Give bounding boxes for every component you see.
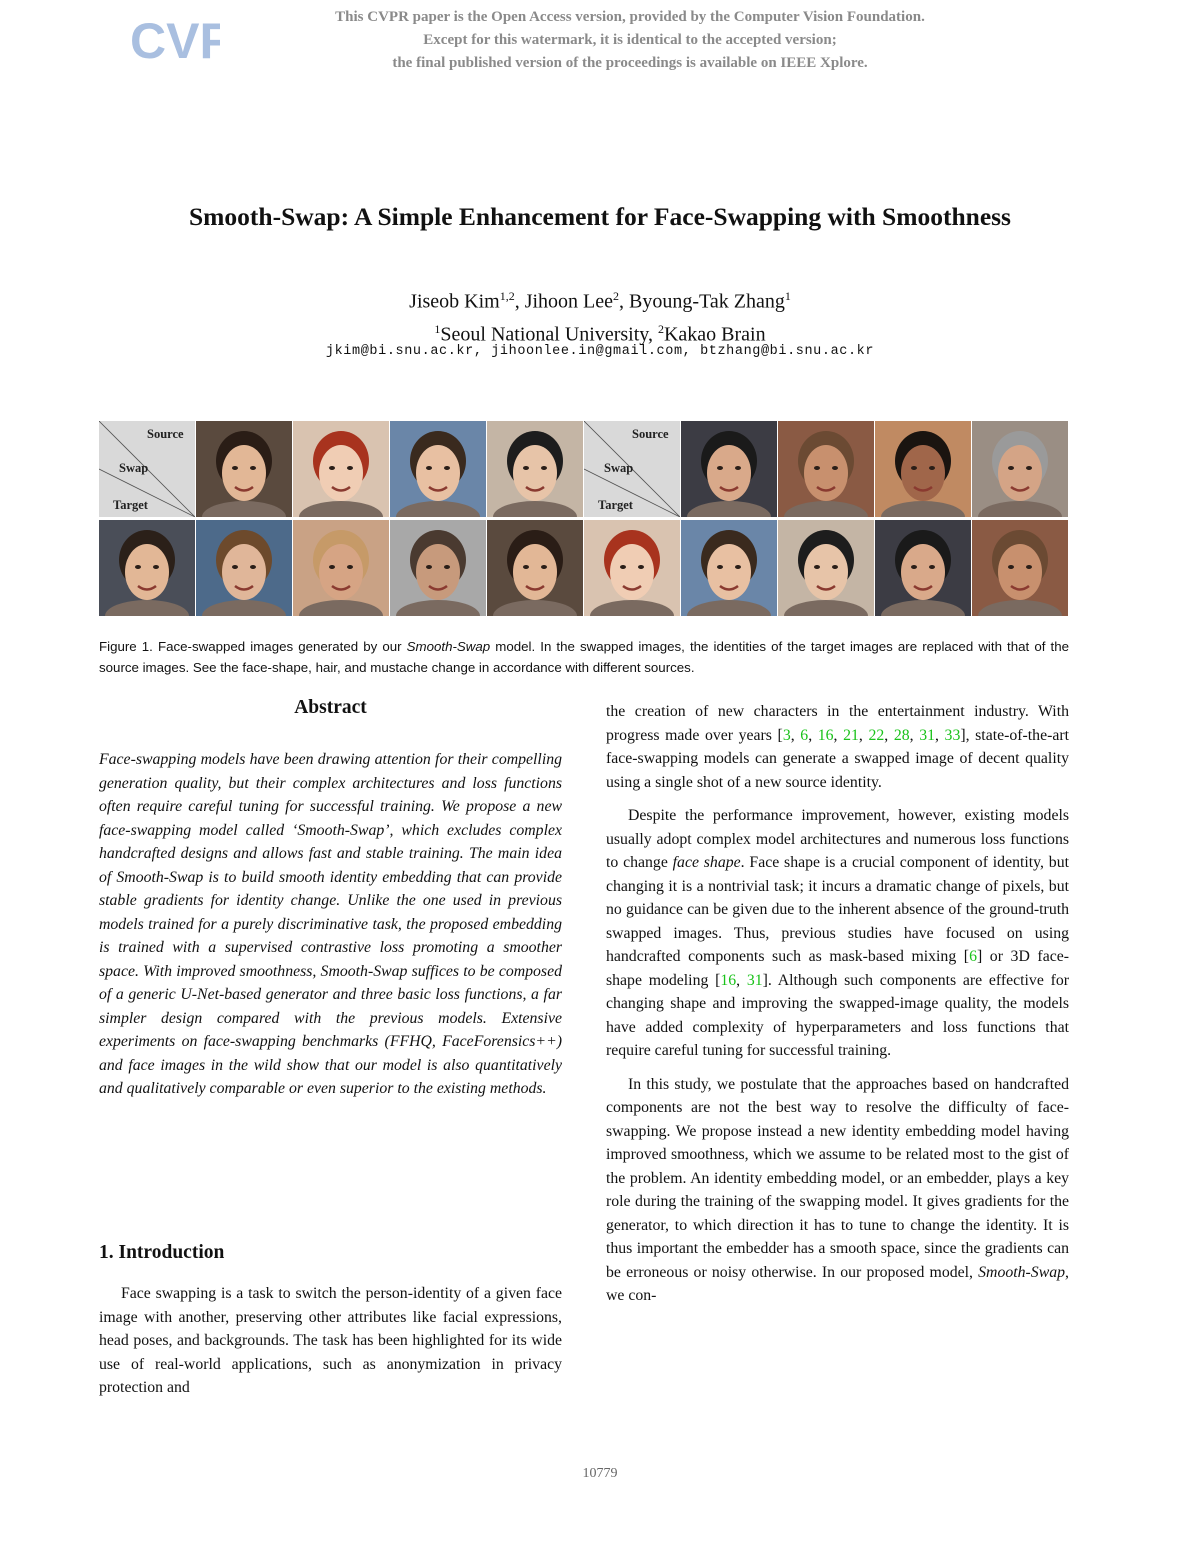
affiliations: $^1$Seoul National University, $^2$Kakao Brain <box>434 321 766 346</box>
paper-title: Smooth-Swap: A Simple Enhancement for Face-Swapping with Smoothness <box>188 202 1011 231</box>
paragraph: In this study, we postulate that the approaches based on handcrafted components are not the best way to resolve the difficulty of face-swapping. We propose instead a new identity embedding model having improved smoothness, which we assume to be related most to the gist of the problem. An identity embedding model, or an embedder, plays a key role during the training of the swapping model. It gives gradients for the generator, to which direction it has to tune to change the identity. It is thus important the embedder has a smooth space, since the gradients can be erroneous or noisy otherwise. In our proposed model, Smooth-Swap, we con- <box>606 1075 1069 1304</box>
watermark-line: This CVPR paper is the Open Access version, provided by the Computer Vision Foundation. <box>335 9 925 25</box>
citation-link[interactable]: 28 <box>893 726 910 744</box>
author-name: Jiseob Kim <box>409 290 500 313</box>
face-image <box>972 520 1068 616</box>
citation-link[interactable]: 3 <box>782 726 791 744</box>
model-name: Smooth-Swap <box>406 639 491 654</box>
face-image <box>778 421 874 517</box>
author-block <box>0 283 1200 348</box>
figure-corner-label-cell <box>99 421 195 517</box>
face-image <box>99 520 195 616</box>
figure-1 <box>99 421 1069 617</box>
corner-label-swap: Swap <box>119 461 149 475</box>
author-emails: jkim@bi.snu.ac.kr, jihoonlee.in@gmail.com, btzhang@bi.snu.ac.kr <box>325 344 875 359</box>
face-image <box>390 520 486 616</box>
citation-link[interactable]: 33 <box>944 726 961 744</box>
face-image <box>875 520 971 616</box>
corner-label-source: Source <box>147 427 184 441</box>
paragraph: the creation of new characters in the entertainment industry. With progress made over years [3, 6, 16, 21, 22, 28, 31, 33], state-of-the-art face-swapping models can generate a swapped image of decent quality using a single shot of a new source identity. <box>606 703 1070 791</box>
section-heading-introduction: 1. Introduction <box>99 1242 225 1263</box>
citation-link[interactable]: 22 <box>868 726 885 744</box>
paragraph: Despite the performance improvement, however, existing models usually adopt complex model architectures and numerous loss functions to change face shape. Face shape is a crucial component of identity, but changing it is a nontrivial task; it incurs a dramatic change of pixels, but no guidance can be given due to the inherent absence of the ground-truth swapped images. Thus, previous studies have focused on using handcrafted components such as mask-based mixing [6] or 3D face-shape modeling [16, 31]. Although such components are effective for changing shape and improving the swapped-image quality, the models have added complexity of hyperparameters and loss functions that require careful tuning for successful training. <box>606 807 1069 1059</box>
citation-link[interactable]: 6 <box>969 948 977 965</box>
citation-link[interactable]: 16 <box>720 971 737 989</box>
abstract-text: Face-swapping models have been drawing attention for their compelling generation quality, but their complex architectures and loss functions often require careful tuning for successful training. We propose a new face-swapping model called ‘Smooth-Swap’, which excludes complex handcrafted designs and allows fast and stable training. The main idea of Smooth-Swap is to build smooth identity embedding that can provide stable gradients for identity change. Unlike the one used in previous models trained for a purely discriminative task, the proposed embedding is trained with a supervised contrastive loss promoting a smoother space. With improved smoothness, Smooth-Swap suffices to be composed of a generic U-Net-based generator and three basic loss functions, a far simpler design compared with the previous models. Extensive experiments on face-swapping benchmarks (FFHQ, FaceForensics++) and face images in the wild show that our model is also quantitatively and qualitatively comparable or even superior to the existing methods. <box>99 751 562 1097</box>
author-name: Jihoon Lee <box>524 290 614 313</box>
face-image <box>293 421 389 517</box>
citation-link[interactable]: 31 <box>919 726 935 744</box>
cvf-logo-text: CVF <box>130 13 220 69</box>
face-image <box>487 421 583 517</box>
face-image <box>681 421 777 517</box>
right-column-text <box>606 700 1069 1318</box>
citation-link[interactable]: 16 <box>817 726 834 744</box>
intro-paragraph: Face swapping is a task to switch the person-identity of a given face image with another, preserving other attributes like facial expressions, head poses, and backgrounds. The task has been highlighted for its wide use of real-world applications, such as anonymization in privacy protection and <box>99 1285 562 1396</box>
face-image <box>390 421 486 517</box>
face-image <box>196 520 292 616</box>
corner-label-source: Source <box>632 427 669 441</box>
face-image <box>875 421 971 517</box>
citation-link[interactable]: 31 <box>746 971 763 989</box>
affiliation: Kakao Brain <box>663 323 766 346</box>
face-image <box>778 520 874 616</box>
face-image <box>487 520 583 616</box>
face-image <box>196 421 292 517</box>
author-names: Jiseob Kim$^{1,2}$, Jihoon Lee$^2$, Byoung-Tak Zhang$^1$ <box>409 289 791 313</box>
watermark-notice <box>260 6 1000 75</box>
abstract-heading: Abstract <box>294 697 367 718</box>
citation-link[interactable]: 21 <box>843 726 859 744</box>
citation-link[interactable]: 6 <box>800 726 809 744</box>
figure-caption: Figure 1. Face-swapped images generated by our Smooth-Swap model. In the swapped images, the identities of the target images are replaced with that of the source images. See the face-shape, hair, and mustache change in accordance with different sources. <box>99 639 1069 675</box>
figure-corner-label-cell <box>584 421 680 517</box>
cvf-logo <box>128 10 220 70</box>
watermark-line: the final published version of the proceedings is available on IEEE Xplore. <box>392 55 868 71</box>
face-image <box>972 421 1068 517</box>
corner-label-target: Target <box>598 498 633 512</box>
corner-label-target: Target <box>113 498 148 512</box>
author-name: Byoung-Tak Zhang <box>629 290 785 313</box>
affiliation: Seoul National University <box>440 323 648 346</box>
corner-label-swap: Swap <box>604 461 634 475</box>
face-image <box>681 520 777 616</box>
face-image <box>293 520 389 616</box>
watermark-line: Except for this watermark, it is identical to the accepted version; <box>423 32 837 48</box>
page-number: 10779 <box>582 1466 618 1481</box>
face-image <box>584 520 680 616</box>
